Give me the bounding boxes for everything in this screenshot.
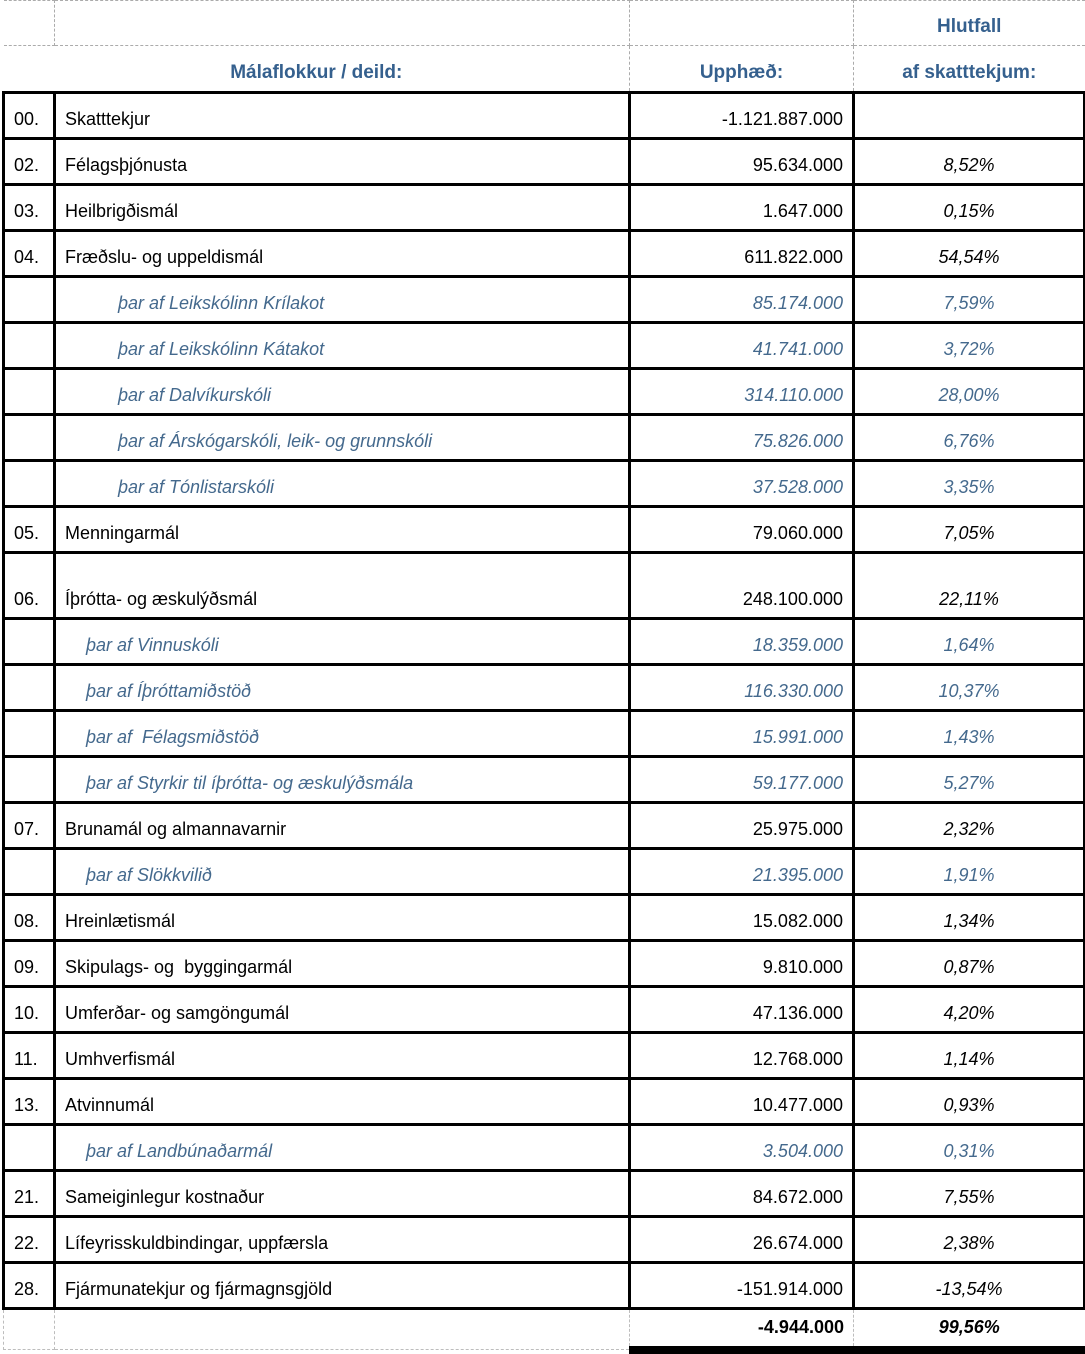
- row-num: 03.: [4, 185, 55, 231]
- row-amount: 59.177.000: [630, 757, 854, 803]
- row-pct: 22,11%: [854, 553, 1085, 619]
- header-row-2: [4, 46, 1085, 93]
- budget-table: [2, 0, 1085, 1354]
- row-amount: 26.674.000: [630, 1217, 854, 1263]
- row-label: Lífeyrisskuldbindingar, uppfærsla: [55, 1217, 630, 1263]
- table-row: [4, 139, 1085, 185]
- row-num: [4, 757, 55, 803]
- row-amount: 95.634.000: [630, 139, 854, 185]
- row-pct: 7,05%: [854, 507, 1085, 553]
- row-num: 13.: [4, 1079, 55, 1125]
- table-footer: [4, 1309, 1085, 1350]
- row-label: Skipulags- og byggingarmál: [55, 941, 630, 987]
- row-pct: 0,93%: [854, 1079, 1085, 1125]
- table-row: [4, 665, 1085, 711]
- row-label: Skatttekjur: [55, 93, 630, 139]
- total-amount: -4.944.000: [630, 1309, 854, 1350]
- budget-table-body: [4, 93, 1085, 1309]
- row-num: [4, 1125, 55, 1171]
- row-pct: 1,64%: [854, 619, 1085, 665]
- table-row: [4, 757, 1085, 803]
- table-row: [4, 711, 1085, 757]
- row-pct: 2,38%: [854, 1217, 1085, 1263]
- budget-sheet: [2, 0, 1085, 1354]
- table-row: [4, 1033, 1085, 1079]
- header-empty-num: [4, 1, 55, 46]
- row-label: þar af Slökkvilið: [55, 849, 630, 895]
- row-pct: 7,59%: [854, 277, 1085, 323]
- table-row: [4, 461, 1085, 507]
- row-amount: 12.768.000: [630, 1033, 854, 1079]
- table-row: [4, 1171, 1085, 1217]
- row-label: þar af Landbúnaðarmál: [55, 1125, 630, 1171]
- row-label: þar af Vinnuskóli: [55, 619, 630, 665]
- row-amount: 248.100.000: [630, 553, 854, 619]
- row-label: þar af Leikskólinn Kátakot: [55, 323, 630, 369]
- row-num: [4, 619, 55, 665]
- row-amount: 116.330.000: [630, 665, 854, 711]
- table-row: [4, 231, 1085, 277]
- row-num: 07.: [4, 803, 55, 849]
- row-amount: 15.991.000: [630, 711, 854, 757]
- row-pct: 0,87%: [854, 941, 1085, 987]
- table-header: [4, 1, 1085, 93]
- header-ratio-line1: Hlutfall: [854, 1, 1085, 46]
- row-amount: 79.060.000: [630, 507, 854, 553]
- row-pct: -13,54%: [854, 1263, 1085, 1309]
- row-amount: 21.395.000: [630, 849, 854, 895]
- row-pct: 0,31%: [854, 1125, 1085, 1171]
- row-num: 08.: [4, 895, 55, 941]
- table-row: [4, 415, 1085, 461]
- table-row: [4, 1217, 1085, 1263]
- row-label: þar af Dalvíkurskóli: [55, 369, 630, 415]
- row-amount: 25.975.000: [630, 803, 854, 849]
- row-num: [4, 665, 55, 711]
- row-amount: 314.110.000: [630, 369, 854, 415]
- table-row: [4, 849, 1085, 895]
- header-empty-category: [55, 1, 630, 46]
- table-row: [4, 93, 1085, 139]
- header-amount: Upphæð:: [630, 46, 854, 93]
- row-label: Íþrótta- og æskulýðsmál: [55, 553, 630, 619]
- row-amount: 47.136.000: [630, 987, 854, 1033]
- row-label: þar af Árskógarskóli, leik- og grunnskóli: [55, 415, 630, 461]
- row-pct: 6,76%: [854, 415, 1085, 461]
- row-label: Atvinnumál: [55, 1079, 630, 1125]
- total-row: [4, 1309, 1085, 1350]
- row-label: þar af Tónlistarskóli: [55, 461, 630, 507]
- table-row: [4, 619, 1085, 665]
- row-num: [4, 461, 55, 507]
- row-num: [4, 323, 55, 369]
- table-row: [4, 803, 1085, 849]
- row-amount: 15.082.000: [630, 895, 854, 941]
- row-amount: 9.810.000: [630, 941, 854, 987]
- row-num: 22.: [4, 1217, 55, 1263]
- row-label: Umhverfismál: [55, 1033, 630, 1079]
- table-row: [4, 277, 1085, 323]
- table-row: [4, 369, 1085, 415]
- row-num: 05.: [4, 507, 55, 553]
- table-row: [4, 987, 1085, 1033]
- row-pct: 54,54%: [854, 231, 1085, 277]
- table-row: [4, 895, 1085, 941]
- row-pct: 3,35%: [854, 461, 1085, 507]
- table-row: [4, 507, 1085, 553]
- row-num: [4, 277, 55, 323]
- row-pct: 3,72%: [854, 323, 1085, 369]
- row-amount: 10.477.000: [630, 1079, 854, 1125]
- row-amount: -151.914.000: [630, 1263, 854, 1309]
- row-pct: 7,55%: [854, 1171, 1085, 1217]
- row-num: 02.: [4, 139, 55, 185]
- row-amount: 75.826.000: [630, 415, 854, 461]
- row-num: [4, 369, 55, 415]
- table-row: [4, 553, 1085, 619]
- row-amount: 3.504.000: [630, 1125, 854, 1171]
- row-pct: 8,52%: [854, 139, 1085, 185]
- row-num: 11.: [4, 1033, 55, 1079]
- total-pct: 99,56%: [854, 1309, 1085, 1350]
- row-amount: 84.672.000: [630, 1171, 854, 1217]
- header-ratio-line2: af skatttekjum:: [854, 46, 1085, 93]
- row-label: Umferðar- og samgöngumál: [55, 987, 630, 1033]
- row-label: þar af Félagsmiðstöð: [55, 711, 630, 757]
- row-pct: 1,43%: [854, 711, 1085, 757]
- row-pct: 0,15%: [854, 185, 1085, 231]
- row-label: Brunamál og almannavarnir: [55, 803, 630, 849]
- row-pct: 1,14%: [854, 1033, 1085, 1079]
- row-label: þar af Leikskólinn Krílakot: [55, 277, 630, 323]
- table-row: [4, 185, 1085, 231]
- row-pct: [854, 93, 1085, 139]
- row-amount: 85.174.000: [630, 277, 854, 323]
- row-amount: 41.741.000: [630, 323, 854, 369]
- row-amount: 611.822.000: [630, 231, 854, 277]
- row-num: 00.: [4, 93, 55, 139]
- row-pct: 5,27%: [854, 757, 1085, 803]
- row-label: Sameiginlegur kostnaður: [55, 1171, 630, 1217]
- row-num: 28.: [4, 1263, 55, 1309]
- table-row: [4, 941, 1085, 987]
- row-amount: 1.647.000: [630, 185, 854, 231]
- row-num: [4, 711, 55, 757]
- row-num: 09.: [4, 941, 55, 987]
- row-num: [4, 415, 55, 461]
- header-category: Málaflokkur / deild:: [4, 46, 630, 93]
- header-row-1: [4, 1, 1085, 46]
- row-amount: 18.359.000: [630, 619, 854, 665]
- table-row: [4, 1263, 1085, 1309]
- row-pct: 10,37%: [854, 665, 1085, 711]
- row-amount: 37.528.000: [630, 461, 854, 507]
- row-pct: 1,91%: [854, 849, 1085, 895]
- total-spacer-num: [4, 1309, 55, 1350]
- row-num: [4, 849, 55, 895]
- header-empty-amount: [630, 1, 854, 46]
- row-label: Félagsþjónusta: [55, 139, 630, 185]
- table-row: [4, 1125, 1085, 1171]
- row-num: 06.: [4, 553, 55, 619]
- row-num: 04.: [4, 231, 55, 277]
- row-pct: 1,34%: [854, 895, 1085, 941]
- row-num: 10.: [4, 987, 55, 1033]
- row-amount: -1.121.887.000: [630, 93, 854, 139]
- table-row: [4, 323, 1085, 369]
- row-label: Fjármunatekjur og fjármagnsgjöld: [55, 1263, 630, 1309]
- row-num: 21.: [4, 1171, 55, 1217]
- row-pct: 4,20%: [854, 987, 1085, 1033]
- row-label: Heilbrigðismál: [55, 185, 630, 231]
- row-label: þar af Styrkir til íþrótta- og æskulýðsmála: [55, 757, 630, 803]
- row-pct: 2,32%: [854, 803, 1085, 849]
- row-label: Fræðslu- og uppeldismál: [55, 231, 630, 277]
- table-row: [4, 1079, 1085, 1125]
- row-label: Hreinlætismál: [55, 895, 630, 941]
- total-spacer-label: [55, 1309, 630, 1350]
- row-label: þar af Íþróttamiðstöð: [55, 665, 630, 711]
- row-label: Menningarmál: [55, 507, 630, 553]
- row-pct: 28,00%: [854, 369, 1085, 415]
